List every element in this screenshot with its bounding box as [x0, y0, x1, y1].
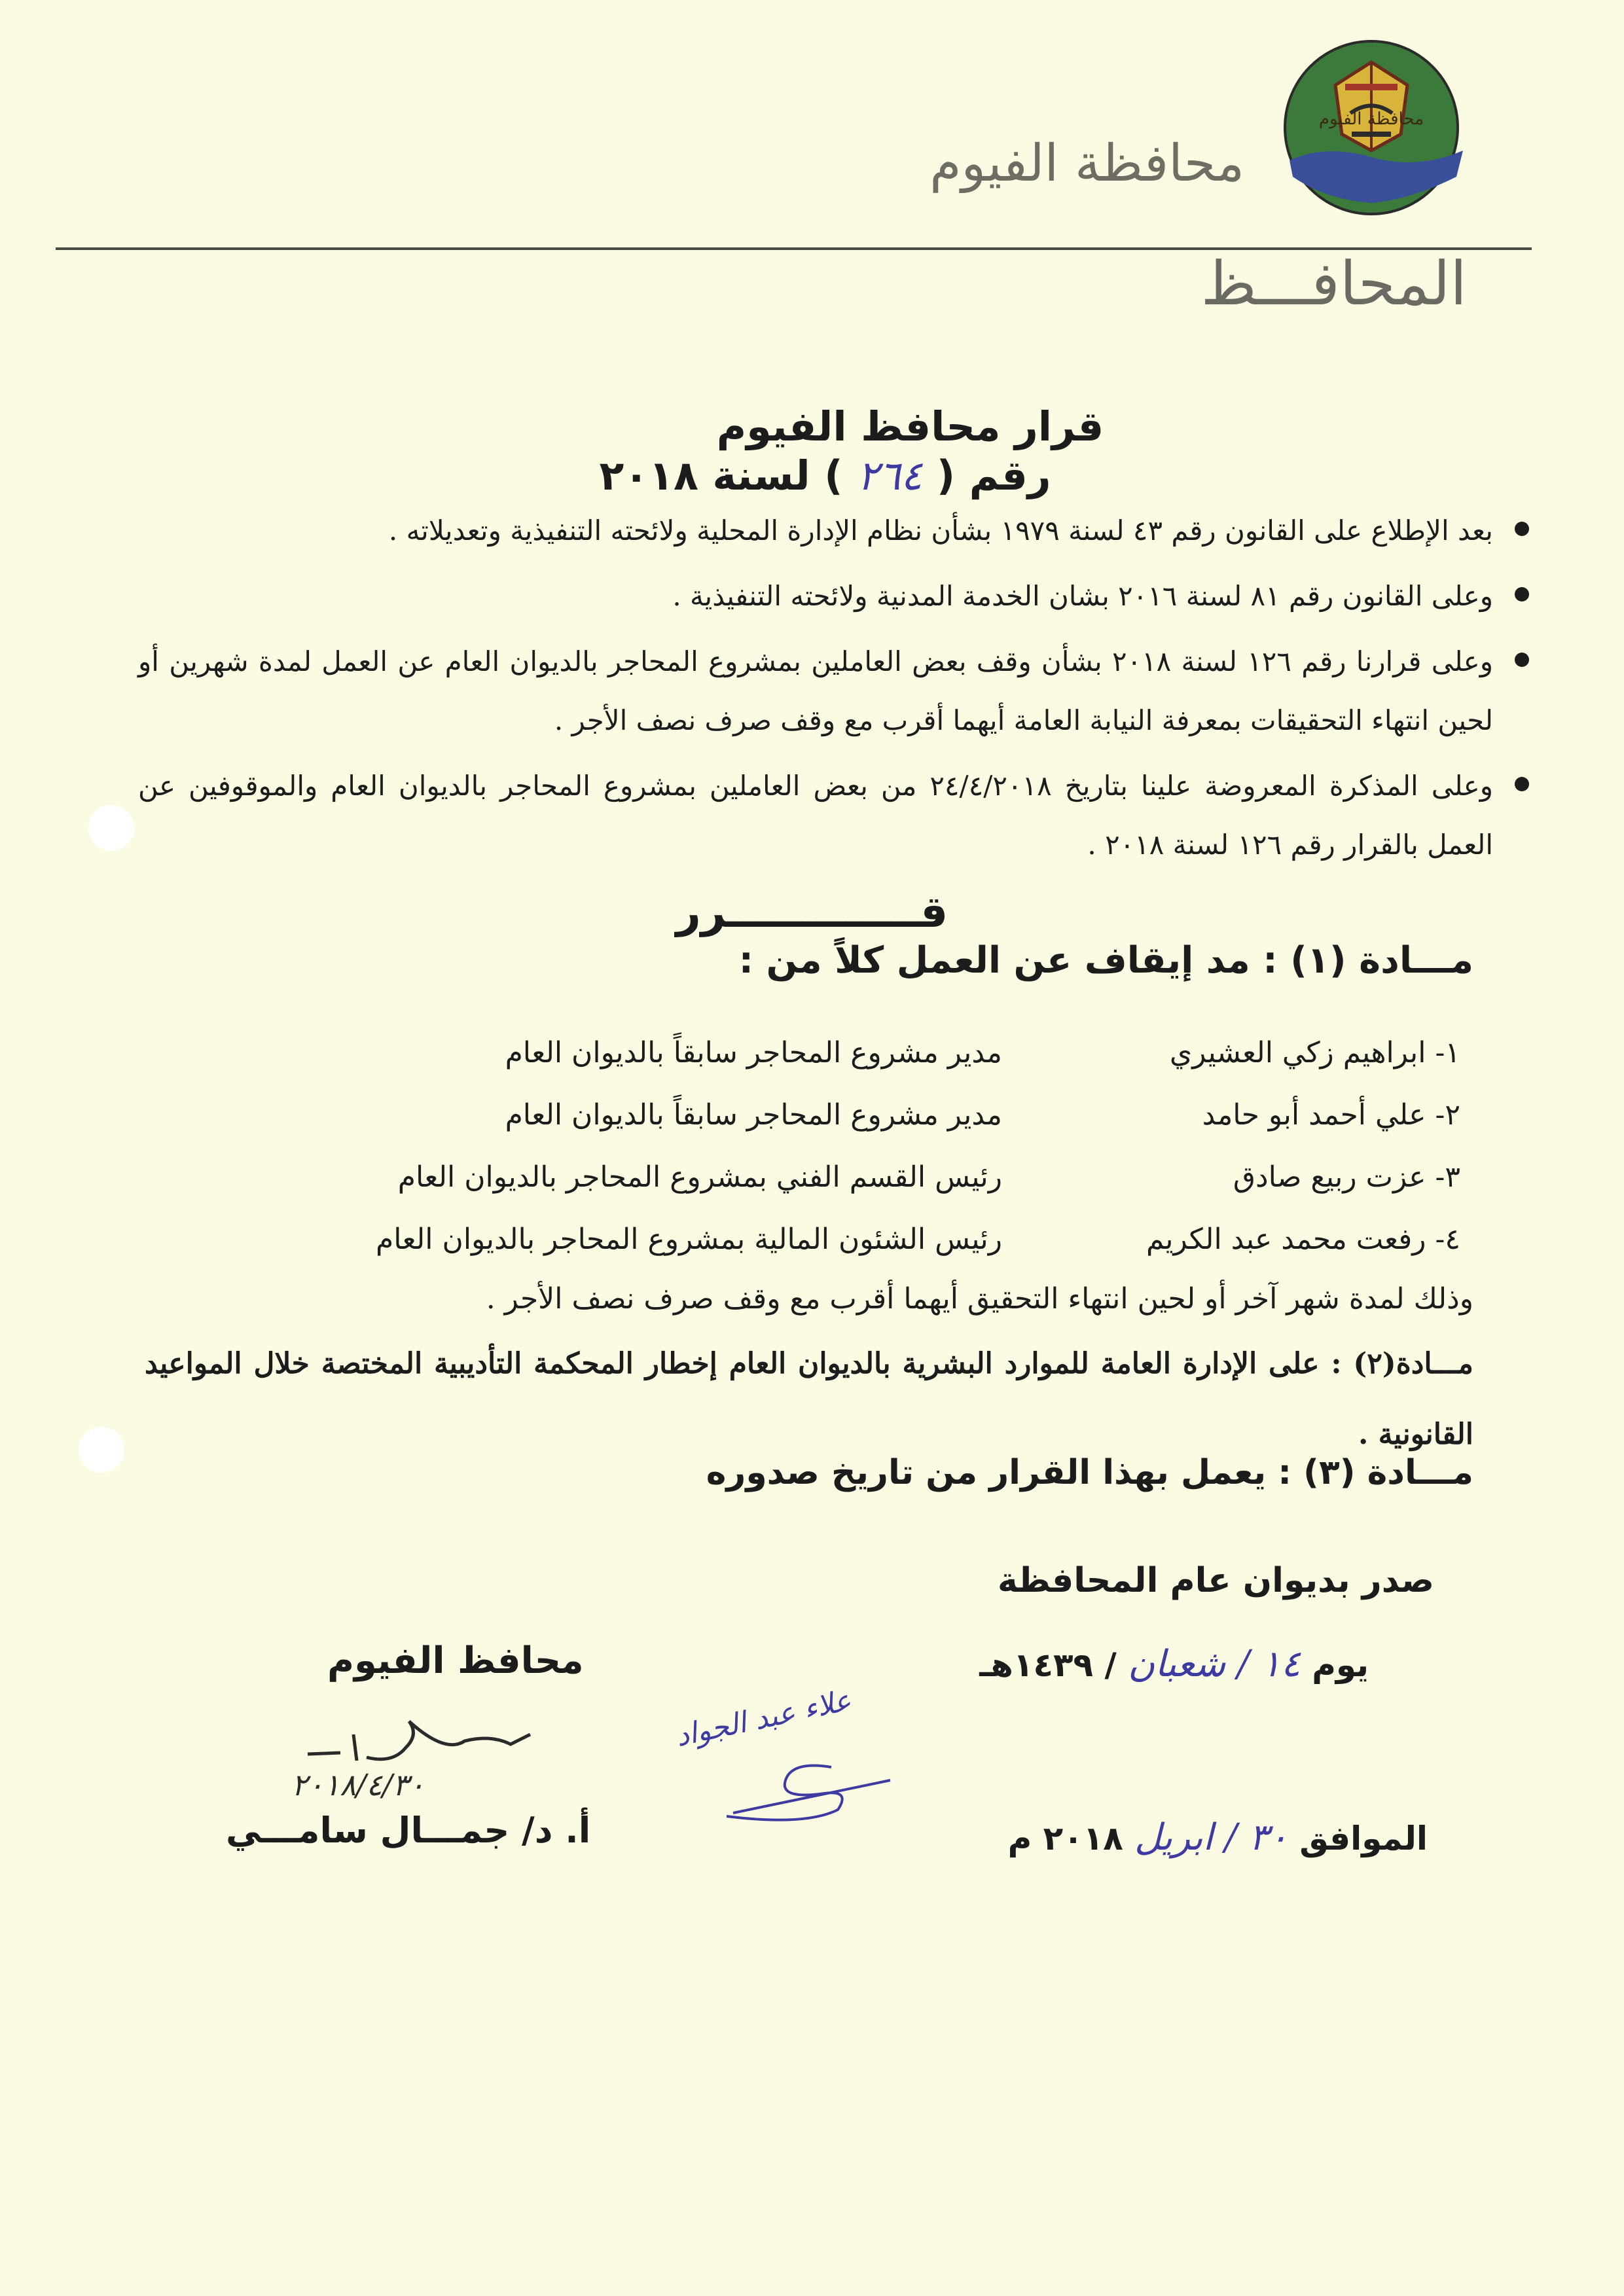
governor-name: أ. د/ جمـــال سامـــي: [226, 1810, 591, 1851]
issued-at: صدر بديوان عام المحافظة: [997, 1561, 1434, 1600]
article-3: مـــادة (٣) : يعمل بهذا القرار من تاريخ صدوره: [706, 1453, 1473, 1492]
gregorian-date: [1008, 1816, 1428, 1859]
decree-title: قرار محافظ الفيوم: [716, 403, 1104, 450]
decree-number-suffix: ) لسنة ٢٠١٨: [599, 452, 843, 499]
person-role: مدير مشروع المحاجر سابقاً بالديوان العام: [505, 1098, 1002, 1132]
reviewer-signature-mark: [713, 1754, 897, 1826]
person-role: رئيس القسم الفني بمشروع المحاجر بالديوان العام: [397, 1160, 1002, 1194]
preamble-item: وعلى المذكرة المعروضة علينا بتاريخ ٢٤/٤/٢٠١٨ من بعض العاملين بمشروع المحاجر بالديوان العام والموقوفين عن العمل بالقرار رقم ١٢٦ لسنة ٢٠١٨ .: [138, 770, 1493, 861]
person-name: ٣- عزت ربيع صادق: [1233, 1160, 1460, 1194]
preamble-item: وعلى قرارنا رقم ١٢٦ لسنة ٢٠١٨ بشأن وقف بعض العاملين بمشروع المحاجر بالديوان العام عن العمل لمدة شهرين أو لحين انتهاء التحقيقات بمعرفة النيابة العامة أيهما أقرب مع وقف صرف نصف الأجر .: [138, 645, 1493, 736]
punch-hole: [88, 805, 134, 851]
office-title: المحافـــظ: [1200, 249, 1467, 319]
person-name: ٢- علي أحمد أبو حامد: [1202, 1098, 1460, 1132]
bullet-icon: [1515, 587, 1529, 601]
gregorian-date-prefix: الموافق: [1299, 1820, 1428, 1857]
article-1-heading: مـــادة (١) : مد إيقاف عن العمل كلاً من :: [738, 939, 1473, 982]
governorate-emblem-logo: [1273, 36, 1470, 219]
governorate-name: محافظة الفيوم: [929, 134, 1244, 193]
person-role: رئيس الشئون المالية بمشروع المحاجر بالديوان العام: [376, 1223, 1002, 1256]
decree-number-handwritten: ٢٦٤: [857, 452, 923, 499]
governor-title: محافظ الفيوم: [327, 1640, 584, 1682]
article-1-closing: وذلك لمدة شهر آخر أو لحين انتهاء التحقيق أيهما أقرب مع وقف صرف نصف الأجر .: [486, 1282, 1473, 1316]
person-role: مدير مشروع المحاجر سابقاً بالديوان العام: [505, 1036, 1002, 1069]
bullet-icon: [1515, 522, 1529, 536]
person-name: ٤- رفعت محمد عبد الكريم: [1146, 1223, 1460, 1256]
governor-signature-date: ٢٠١٨/٤/٣٠: [291, 1767, 425, 1803]
hijri-date-suffix: / ١٤٣٩هـ: [979, 1646, 1117, 1684]
hijri-date-prefix: يوم: [1312, 1646, 1369, 1684]
gregorian-date-suffix: ٢٠١٨ م: [1007, 1820, 1123, 1857]
preamble-item: وعلى القانون رقم ٨١ لسنة ٢٠١٦ بشان الخدمة المدنية ولائحته التنفيذية .: [672, 580, 1493, 612]
logo-text: محافظة الفيوم: [1318, 109, 1424, 129]
decided-heading: قـــــــــــــرر: [676, 887, 948, 937]
bullet-icon: [1515, 653, 1529, 667]
punch-hole: [79, 1427, 124, 1473]
decree-number-prefix: رقم (: [936, 452, 1051, 499]
decree-number: [13, 452, 1624, 499]
hijri-date-handwritten: ١٤ / شعبان: [1128, 1643, 1301, 1685]
gregorian-date-handwritten: ٣٠ / ابريل: [1134, 1816, 1288, 1859]
bullet-icon: [1515, 777, 1529, 791]
hijri-date: [979, 1643, 1369, 1685]
reviewer-signature: علاء عبد الجواد: [672, 1683, 854, 1753]
article-2: مـــادة(٢) : على الإدارة العامة للموارد البشرية بالديوان العام إخطار المحكمة التأديبية المختصة خلال المواعيد القانونية .: [145, 1347, 1474, 1451]
preamble-item: بعد الإطلاع على القانون رقم ٤٣ لسنة ١٩٧٩ بشأن نظام الإدارة المحلية ولائحته التنفيذية وتعديلاته .: [388, 514, 1493, 547]
person-name: ١- ابراهيم زكي العشيري: [1169, 1036, 1460, 1069]
